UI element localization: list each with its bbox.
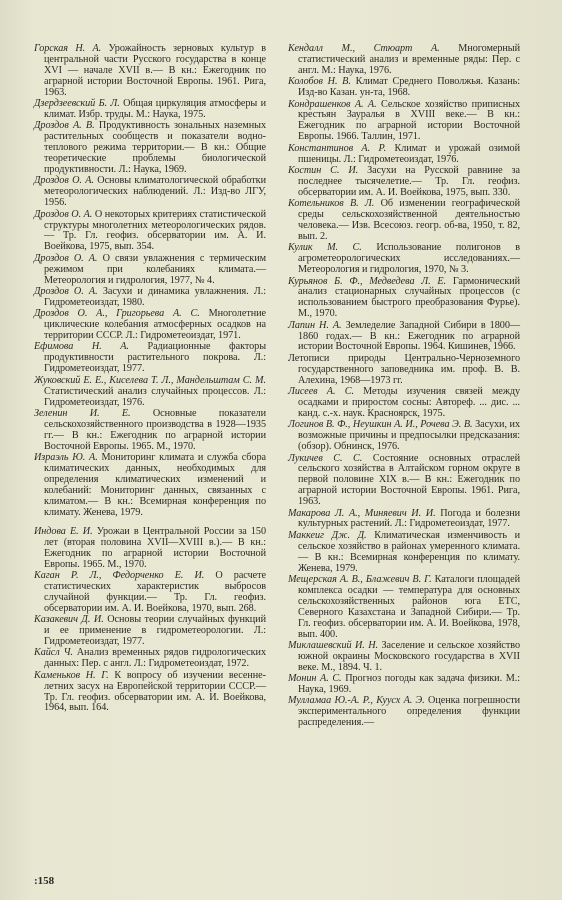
bibliography-entry [288,144,520,166]
entry-author: Курьянов Б. Ф., Медведева Л. Е. [288,275,447,287]
entry-text: Летописи природы Центрально-Черноземного государственного заповедника им. проф. В. В. Алехина, 1968—1973 гг. [288,352,520,386]
bibliography-entry [34,287,266,309]
entry-author: Котельников В. Л. [288,198,375,210]
bibliography-entry [34,254,266,287]
entry-text: Общая циркуляция атмосферы и климат. Избр. труды. М.: Наука, 1975. [44,98,266,120]
bibliography-entry [288,100,520,144]
bibliography-entry [288,575,520,640]
entry-author: Лисеев А. С. [288,386,354,398]
bibliography-entry [288,277,520,321]
entry-author: Горская Н. А. [34,43,102,54]
bibliography-right-column [288,44,520,730]
bibliography-entry [34,615,266,648]
entry-text: Многолетние циклические колебания атмосферных осадков на территории СССР. Л.: Гидрометеоиздат, 1971. [44,308,266,342]
entry-author: Константинов А. Р. [288,142,387,154]
bibliography-entry [34,453,266,518]
bibliography-entry [34,210,266,254]
bibliography-entry [34,121,266,176]
bibliography-entry [34,342,266,375]
entry-text: Сельское хозяйство приписных крестьян Зауралья в XVIII веке.— В кн.: Ежегодник по аграрной истории Восточной Европы. 1966. Таллин, 1971. [298,98,521,143]
entry-text: Методы изучения связей между осадками и приростом сосны: Автореф. ... дис. ... канд. с.-х. наук. Красноярск, 1975. [298,386,520,419]
bibliography-entry [288,674,520,696]
entry-author: Жуковский Е. Е., Киселева Т. Л., Мандельштам С. М. [34,374,266,386]
entry-text: Многомерный статистический анализ и временные ряды: Пер. с англ. М.: Наука, 1976. [298,43,520,76]
bibliography-entry [34,648,266,670]
bibliography-entry [34,571,266,615]
entry-text: Состояние основных отраслей сельского хозяйства в Алтайском горном округе в первой половине XIX в.— В кн.: Ежегодник по аграрной истории Восточной Европы. 1961. Рига, 1963. [298,452,520,508]
bibliography-entry [288,454,520,509]
bibliography-entry [288,509,520,531]
bibliography-entry [288,243,520,276]
entry-author: Дроздов О. А. [34,285,98,297]
bibliography-entry [34,44,266,99]
bibliography-entry [34,309,266,342]
bibliography-entry [288,77,520,99]
entry-author: Казакевич Д. И. [34,614,104,626]
entry-text: Продуктивность зональных наземных растительных сообществ и показатели водно-теплового режима территории.— В кн.: Общие теоретические проблемы биологической продуктивности. Л.: Наука, 1969. [44,120,266,175]
bibliography-entry [34,376,266,409]
entry-text: О связи увлажнения с термическим режимом при колебаниях климата.— Метеорология и гидрология, 1977, № 4. [44,252,266,286]
bibliography-entry [288,166,520,199]
bibliography-entry [34,409,266,453]
entry-author: Кулик М. С. [288,242,362,254]
entry-text: Погода и болезни культурных растений. Л.: Гидрометеоиздат, 1977. [298,507,520,530]
entry-text: Засухи и динамика увлажнения. Л.: Гидрометеоиздат, 1980. [44,285,266,308]
entry-text: О расчете статистических характеристик выбросов случайной функции.— Тр. Гл. геофиз. обсерватории им. А. И. Воейкова, 1970, вып. 268. [44,570,266,614]
entry-text: Заселение и сельское хозяйство южной окраины Московского государства в XVII веке. М., 1894. Ч. 1. [298,639,520,673]
entry-author: Израэль Ю. А. [34,452,98,464]
bibliography-entry [288,354,520,387]
bibliography-entry [288,321,520,354]
entry-author: Дроздов О. А., Григорьева А. С. [34,308,200,320]
entry-author: Маккеиг Дж. Д. [288,529,367,541]
entry-text: Климат и урожай озимой пшеницы. Л.: Гидрометеоиздат, 1976. [298,142,520,165]
entry-author: Ефимова Н. А. [34,341,129,353]
bibliography-left-column [34,44,266,715]
entry-text: Мониторинг климата и служба сбора климатических данных, необходимых для определения климатических изменений и колебаний: Мониторинг данных, связанных с климатом.— В кн.: Всемирная конференция по климату. Женева, 1979. [44,452,266,518]
bibliography-entry [34,527,266,571]
entry-text: К вопросу об изучении весенне-летних засух на Европейской территории СССР.— Тр. Гл. геофиз. обсерватории им. А. И. Воейкова, 1964, вып. 164. [44,669,266,714]
bibliography-entry [34,671,266,715]
entry-text: Основы климатологической обработки метеорологических наблюдений. Л.: Изд-во ЛГУ, 1956. [44,175,266,209]
entry-author: Мулламаа Ю.-А. Р., Куусх А. Э. [288,695,425,707]
bibliography-entry [288,641,520,674]
entry-text: Климатическая изменчивость и сельское хозяйство в районах умеренного климата.— В кн.: Всемирная конференция по климату. Женева, 1979. [298,529,520,574]
bibliography-entry [288,420,520,453]
entry-author: Костин С. И. [288,164,359,176]
entry-text: Урожаи в Центральной России за 150 лет (вторая половина XVII—XVIII в.).— В кн.: Ежегодник по аграрной истории Восточной Европы. 1965. М., 1970. [44,525,266,570]
bibliography-entry [34,176,266,209]
entry-text: Каталоги площадей комплекса осадки — температура для основных сельскохозяйственных районов юга ЕТС, Северного Казахстана и Западной Сибири.— Тр. Гл. геофиз. обсерватории им. А. И. Воейкова, 1978, вып. 400. [298,574,521,640]
bibliography-entry [288,531,520,575]
entry-text: Засухи на Русской равнине за последнее тысячелетие.— Тр. Гл. геофиз. обсерватории им. А. И. Воейкова, 1975, вып. 330. [298,164,520,198]
entry-author: Кайсл Ч. [34,647,73,659]
entry-text: Радиационные факторы продуктивности растительного покрова. Л.: Гидрометеоиздат, 1977. [44,341,266,375]
entry-text: Гармонический анализ стационарных случайных процессов (с использованием быстрого преобразования Фурье). М., 1970. [298,275,520,320]
entry-author: Миклашевский И. Н. [288,639,379,651]
bibliography-entry [288,199,520,243]
entry-author: Колобов Н. В. [288,76,351,88]
entry-text: Прогноз погоды как задача физики. М.: Наука, 1969. [298,673,520,696]
entry-author: Дроздов А. В. [34,120,95,132]
entry-author: Каменьков Н. Г. [34,669,109,681]
entry-author: Дроздов О. А. [34,208,93,220]
entry-author: Кендалл М., Стюарт А. [288,43,440,54]
entry-author: Логинов В. Ф., Неушкин А. И., Рочева Э. В. [288,419,473,431]
entry-author: Индова Е. И. [34,525,93,537]
entry-text: Климат Среднего Поволжья. Казань: Изд-во Казан. ун-та, 1968. [298,76,520,99]
entry-text: Анализ временных рядов гидрологических данных: Пер. с англ. Л.: Гидрометеоиздат, 1972. [44,647,266,670]
bibliography-entry [288,44,520,77]
bibliography-entry [34,99,266,121]
entry-text: О некоторых критериях статистической структуры многолетних метеорологических рядов.— Тр. Гл. геофиз. обсерватории им. А. И. Воейкова, 1975, вып. 354. [44,208,266,253]
entry-author: Кондрашенков А. А. [288,98,377,110]
entry-author: Лукичев С. С. [288,452,363,464]
entry-author: Зеленин И. Е. [34,407,131,419]
page-number: :158 [34,875,55,887]
entry-text: Использование полигонов в агрометеорологических исследованиях.— Метеорология и гидрология, 1970, № 3. [298,242,520,276]
entry-text: Земледелие Западной Сибири в 1800—1860 годах.— В кн.: Ежегодник по аграрной истории Восточной Европы. 1964. Кишинев, 1966. [298,319,520,353]
entry-author: Каган Р. Л., Федорченко Е. И. [34,570,205,582]
entry-text: Засухи, их возможные причины и предпосылки предсказания: (обзор). Обнинск, 1976. [298,419,520,453]
entry-author: Монин А. С. [288,673,342,685]
entry-author: Лапин Н. А. [288,319,342,331]
entry-text: Оценка погрешности экспериментального определения функции распределения.— [298,695,520,729]
entry-author: Дзердзеевский Б. Л. [34,98,120,110]
bibliography-entry [288,387,520,420]
entry-text: Статистический анализ случайных процессов. Л.: Гидрометеоиздат, 1976. [44,385,266,408]
bibliography-entry [288,696,520,729]
entry-author: Дроздов О. А. [34,175,94,187]
entry-author: Макарова Л. А., Миняевич И. И. [288,507,436,519]
entry-text: Основные показатели сельскохозяйственного производства в 1928—1935 гг.— В кн.: Ежегодник по аграрной истории Восточной Европы. 1965. М., 1970. [44,407,266,452]
entry-author: Мещерская А. В., Блажевич В. Г. [288,574,432,585]
entry-text: Основы теории случайных функций и ее применение в гидрометеорологии. Л.: Гидрометеоиздат, 1977. [44,614,266,648]
entry-text: Об изменении географической среды сельскохозяйственной деятельностью человека.— Изв. Всесоюз. геогр. об-ва, 1950, т. 82, вып. 2. [298,198,520,242]
entry-author: Дроздов О. А. [34,252,98,264]
entry-text: Урожайность зерновых культур в центральной части Русского государства в конце XVI — начале XVII в.— В кн.: Ежегодник по аграрной истории Восточной Европы. 1961. Рига, 1963. [44,43,266,98]
